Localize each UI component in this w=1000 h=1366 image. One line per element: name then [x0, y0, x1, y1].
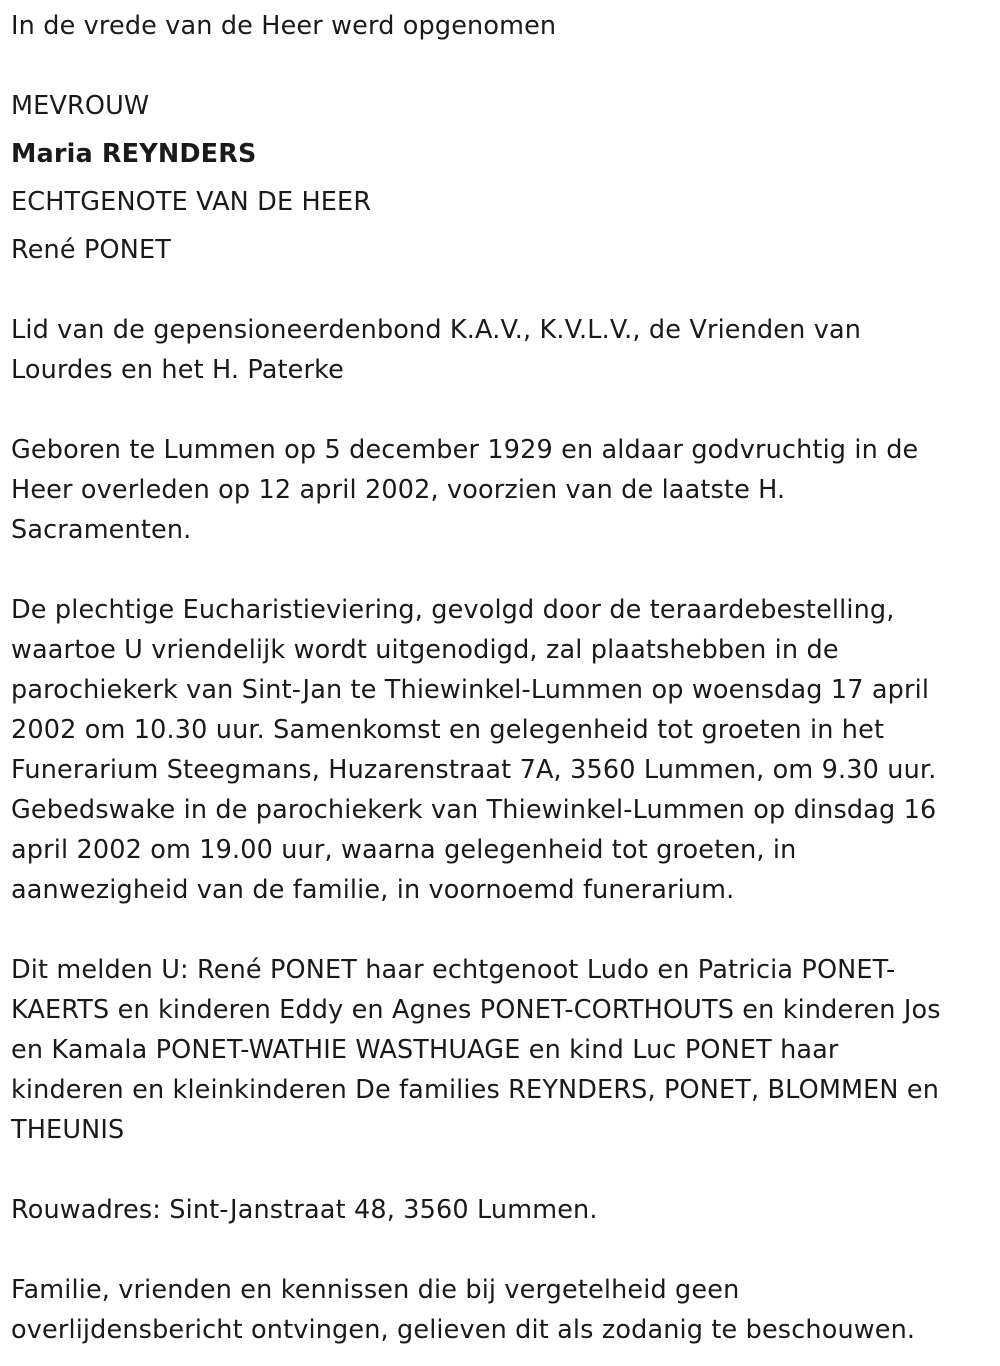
closing-paragraph [11, 1270, 986, 1350]
paragraph-line: Dit melden U: René PONET haar echtgenoot Ludo en Patricia PONET- [11, 955, 896, 985]
paragraph-line: parochiekerk van Sint-Jan te Thiewinkel-Lummen op woensdag 17 april [11, 675, 930, 705]
deceased-name: Maria REYNDERS [11, 139, 257, 169]
paragraph-line: Lid van de gepensioneerdenbond K.A.V., K.V.L.V., de Vrienden van [11, 315, 862, 345]
paragraph-line: Gebedswake in de parochiekerk van Thiewinkel-Lummen op dinsdag 16 [11, 795, 937, 825]
paragraph-line: kinderen en kleinkinderen De families REYNDERS, PONET, BLOMMEN en [11, 1075, 940, 1105]
paragraph-line: 2002 om 10.30 uur. Samenkomst en gelegenheid tot groeten in het [11, 715, 885, 745]
spacer [11, 46, 986, 86]
paragraph-line: Geboren te Lummen op 5 december 1929 en aldaar godvruchtig in de [11, 435, 919, 465]
spacer [11, 550, 986, 590]
paragraph-line: Sacramenten. [11, 515, 192, 545]
ceremony-paragraph [11, 590, 986, 910]
spacer [11, 278, 986, 310]
birth-death-paragraph [11, 430, 986, 550]
intro-line: In de vrede van de Heer werd opgenomen [11, 11, 557, 41]
mourning-address: Rouwadres: Sint-Janstraat 48, 3560 Lummen. [11, 1195, 598, 1225]
membership-paragraph [11, 310, 986, 390]
paragraph-line: waartoe U vriendelijk wordt uitgenodigd, zal plaatshebben in de [11, 635, 839, 665]
paragraph-line: aanwezigheid van de familie, in voornoemd funerarium. [11, 875, 735, 905]
spacer [11, 1150, 986, 1190]
announcers-paragraph [11, 950, 986, 1150]
paragraph-line: en Kamala PONET-WATHIE WASTHUAGE en kind Luc PONET haar [11, 1035, 839, 1065]
paragraph-line: Funerarium Steegmans, Huzarenstraat 7A, 3560 Lummen, om 9.30 uur. [11, 755, 937, 785]
paragraph-line: Heer overleden op 12 april 2002, voorzien van de laatste H. [11, 475, 786, 505]
spacer [11, 390, 986, 430]
spacer [11, 910, 986, 950]
spouse-name: René PONET [11, 235, 171, 265]
paragraph-line: Lourdes en het H. Paterke [11, 355, 344, 385]
obituary-document [11, 6, 986, 1350]
paragraph-line: Familie, vrienden en kennissen die bij vergetelheid geen [11, 1275, 740, 1305]
relation-line: ECHTGENOTE VAN DE HEER [11, 187, 372, 217]
paragraph-line: overlijdensbericht ontvingen, gelieven dit als zodanig te beschouwen. [11, 1315, 916, 1345]
spacer [11, 1230, 986, 1270]
paragraph-line: april 2002 om 19.00 uur, waarna gelegenheid tot groeten, in [11, 835, 797, 865]
title-line: MEVROUW [11, 91, 150, 121]
paragraph-line: THEUNIS [11, 1115, 125, 1145]
paragraph-line: KAERTS en kinderen Eddy en Agnes PONET-CORTHOUTS en kinderen Jos [11, 995, 941, 1025]
paragraph-line: De plechtige Eucharistieviering, gevolgd door de teraardebestelling, [11, 595, 895, 625]
